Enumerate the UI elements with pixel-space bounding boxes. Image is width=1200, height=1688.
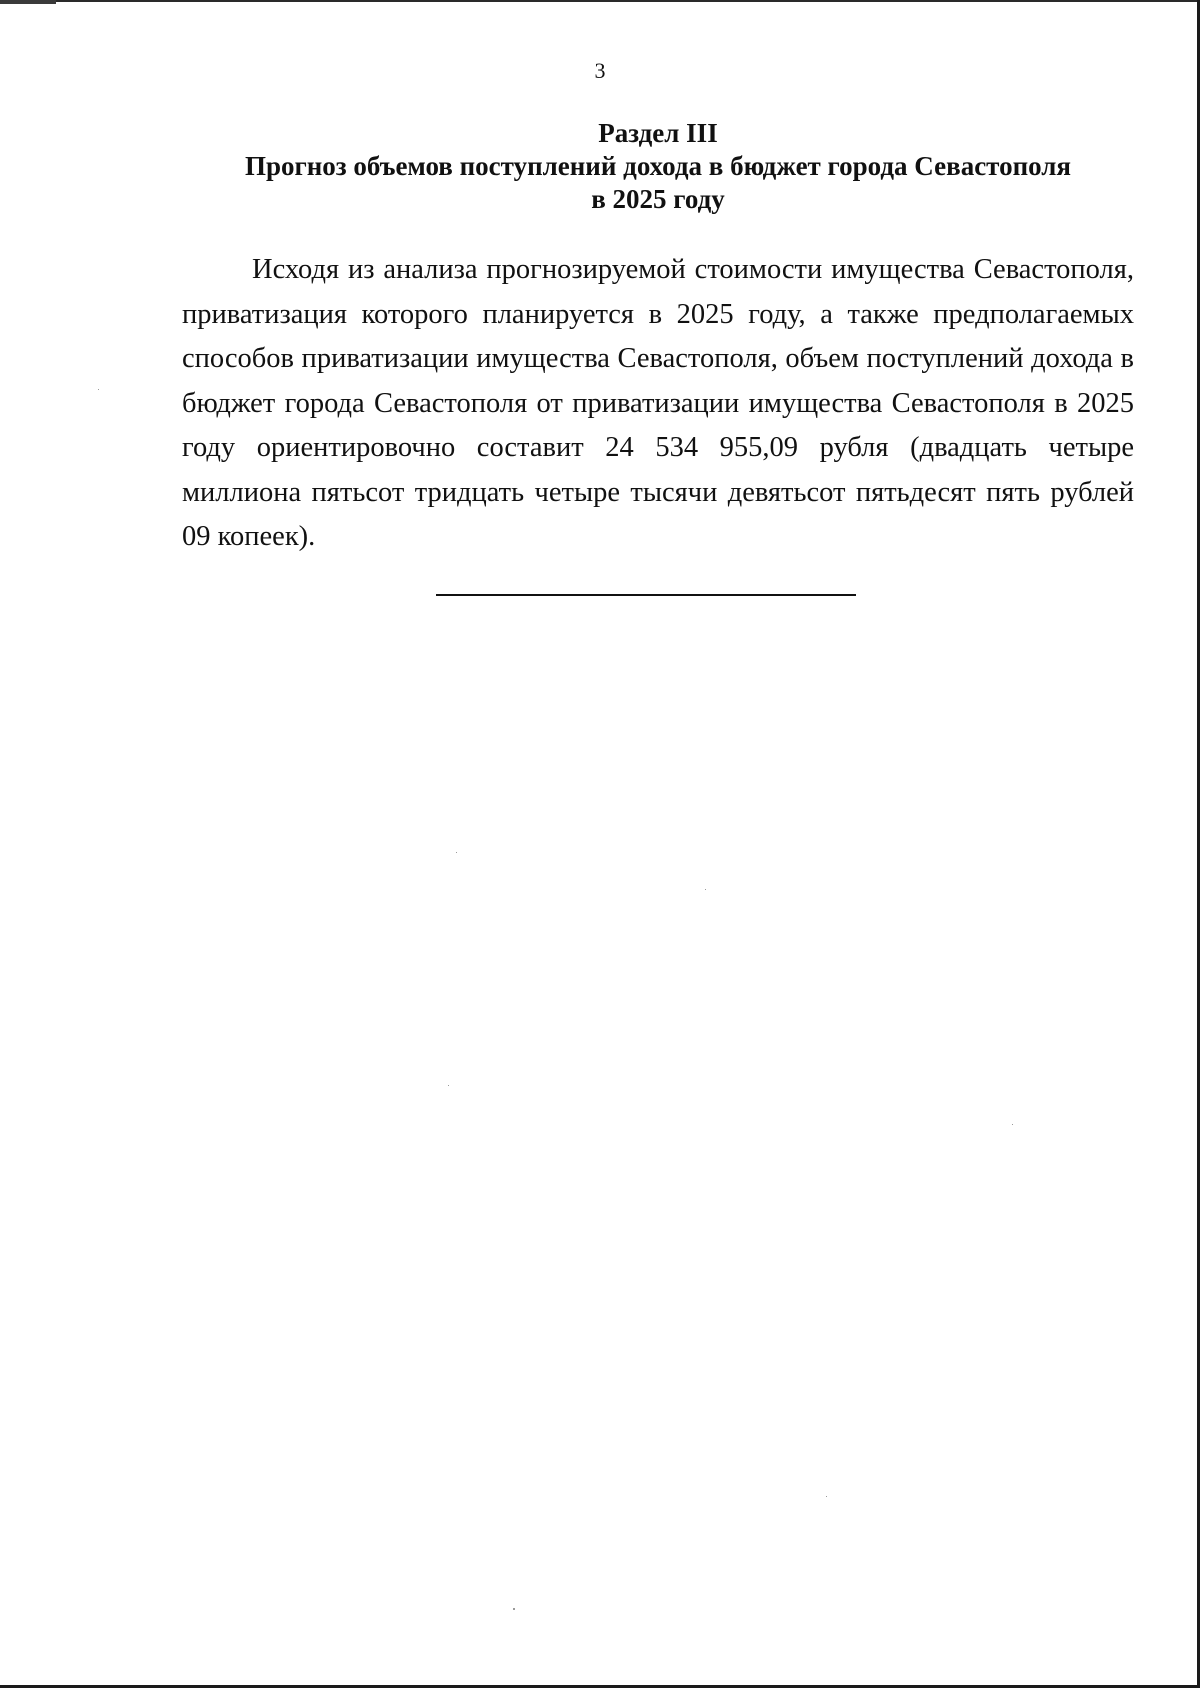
scan-speck [826,1496,827,1497]
section-heading [182,116,1134,216]
scan-speck [98,389,99,390]
section-title-line-2: в 2025 году [591,184,725,214]
scan-top-edge-mark [0,0,56,4]
scan-speck [705,889,706,890]
scan-speck [456,852,457,853]
scan-speck [513,1608,515,1610]
scan-top-edge [0,0,1200,2]
scan-speck [1012,1124,1013,1125]
section-label: Раздел III [598,118,718,148]
scan-speck [448,1085,449,1086]
body-paragraph: Исходя из анализа прогнозируемой стоимости имущества Севастополя, приватизация которого планируется в 2025 году, а также предполагаемых способов приватизации имущества Севастополя, объем поступлений дохода в бюджет города Севастополя от приватизации имущества Севастополя в 2025 году ориентировочно составит 24 534 955,09 рубля (двадцать четыре миллиона пятьсот тридцать четыре тысячи девятьсот пятьдесят пять рублей 09 копеек). [182,254,1134,552]
page-number: 3 [594,58,606,83]
section-title-line-1: Прогноз объемов поступлений дохода в бюджет города Севастополя [244,151,1072,181]
end-divider-line [436,594,856,596]
